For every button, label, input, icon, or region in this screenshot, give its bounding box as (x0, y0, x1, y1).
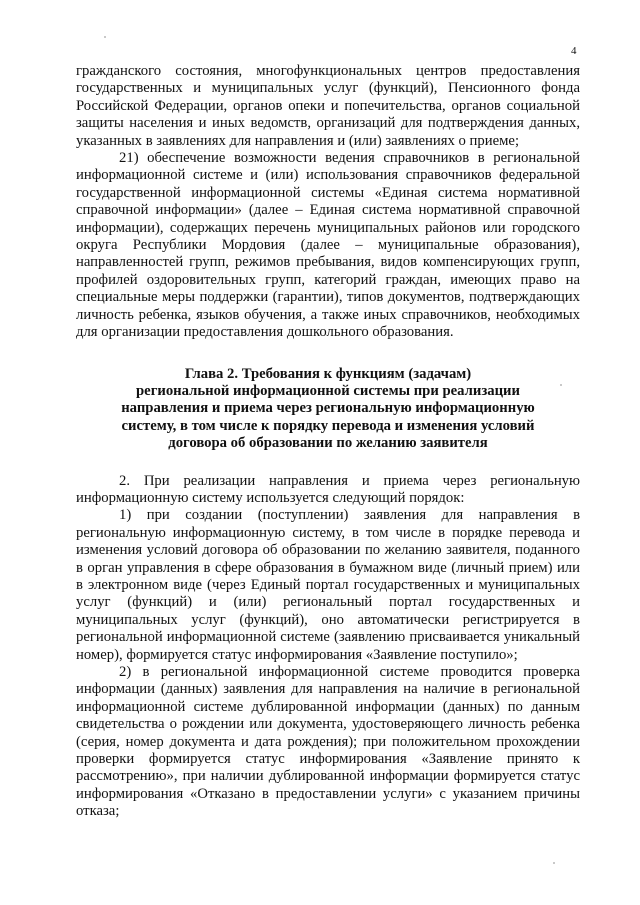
chapter-heading (76, 366, 580, 453)
document-body (76, 63, 580, 821)
paragraph-section-2: 2. При реализации направления и приема через региональную информационную систему используется следующий порядок: (76, 472, 580, 506)
scan-speck (553, 862, 555, 864)
scan-speck (560, 384, 562, 386)
chapter-heading-line: Глава 2. Требования к функциям (задачам) (184, 365, 472, 382)
chapter-heading-line: направления и приема через региональную информационную (121, 400, 535, 417)
paragraph-item-1: 1) при создании (поступлении) заявления для направления в региональную информационную систему, в том числе в порядке перевода и изменения условий договора об образовании по желанию заявителя, поданного в орган управления в сфере образования в бумажном виде (личный прием) или в электронном виде (через Единый портал государственных и муниципальных услуг (функций) и (или) региональный портал государственных и муниципальных услуг (функций), оно автоматически регистрируется в региональной информационной системе (заявлению присваивается уникальный номер), формируется статус информирования «Заявление поступило»; (76, 507, 580, 663)
chapter-heading-line: систему, в том числе к порядку перевода и изменения условий (121, 417, 535, 434)
paragraph-item-21: 21) обеспечение возможности ведения справочников в региональной информационной системе и (или) использования справочников федеральной государственной информационной системы «Единая система нормативной справочной информации» (далее – Единая система нормативной справочной информации), содержащих перечень муниципальных районов или городского округа Республики Мордовия (далее – муниципальные образования), направленностей групп, режимов пребывания, видов компенсирующих групп, профилей оздоровительных групп, категорий граждан, имеющих право на специальные меры поддержки (гарантии), типов документов, подтверждающих личность ребенка, языков обучения, а также иных справочников, необходимых для организации предоставления дошкольного образования. (76, 150, 580, 341)
page-number: 4 (571, 45, 577, 57)
paragraph-continuation: гражданского состояния, многофункциональных центров предоставления государственных и муниципальных услуг (функций), Пенсионного фонда Российской Федерации, органов опеки и попечительства, органов социальной защиты населения и иных ведомств, организаций для подтверждения данных, указанных в заявлениях для направления и (или) заявлениях о приеме; (76, 63, 580, 149)
chapter-heading-line: региональной информационной системы при реализации (136, 382, 520, 399)
scan-speck (104, 36, 106, 38)
chapter-heading-line: договора об образовании по желанию заявителя (168, 435, 488, 452)
paragraph-item-2: 2) в региональной информационной системе проводится проверка информации (данных) заявления для направления на наличие в региональной информационной системе дублированной информации (данных) по данным свидетельства о рождении или документа, удостоверяющего личность ребенка (серия, номер документа и дата рождения); при положительном прохождении проверки формируется статус информирования «Заявление принято к рассмотрению», при наличии дублированной информации формируется статус информирования «Отказано в предоставлении услуги» с указанием причины отказа; (76, 664, 580, 820)
